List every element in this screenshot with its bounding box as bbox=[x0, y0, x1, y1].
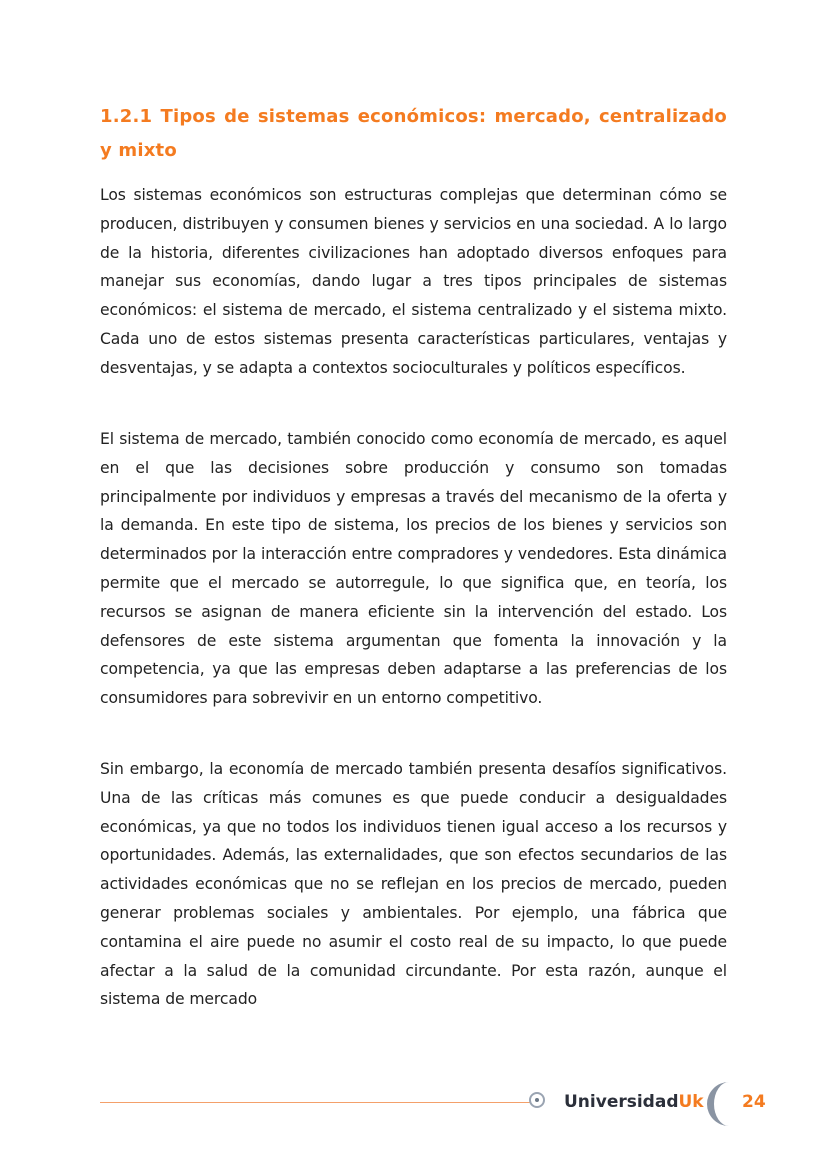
target-icon bbox=[529, 1092, 545, 1108]
crescent-logo-icon bbox=[707, 1080, 731, 1128]
brand-name: Universidad bbox=[564, 1092, 679, 1112]
paragraph-2: El sistema de mercado, también conocido como economía de mercado, es aquel en el que las decisiones sobre producción y consumo son tomadas principalmente por individuos y empresas a través del mecanismo de la oferta y la demanda. En este tipo de sistema, los precios de los bienes y servicios son determinados por la interacción entre compradores y vendedores. Esta dinámica permite que el mercado se autorregule, lo que significa que, en teoría, los recursos se asignan de manera eficiente sin la intervención del estado. Los defensores de este sistema argumentan que fomenta la innovación y la competencia, ya que las empresas deben adaptarse a las preferencias de los consumidores para sobrevivir en un entorno competitivo. bbox=[100, 430, 727, 708]
brand-logo bbox=[564, 1090, 704, 1114]
footer-rule bbox=[100, 1102, 530, 1103]
brand-accent: Uk bbox=[678, 1092, 704, 1112]
paragraph-1: Los sistemas económicos son estructuras complejas que determinan cómo se producen, distribuyen y consumen bienes y servicios en una sociedad. A lo largo de la historia, diferentes civilizaciones han adoptado diversos enfoques para manejar sus economías, dando lugar a tres tipos principales de sistemas económicos: el sistema de mercado, el sistema centralizado y el sistema mixto. Cada uno de estos sistemas presenta características particulares, ventajas y desventajas, y se adapta a contextos socioculturales y políticos específicos. bbox=[100, 186, 727, 377]
section-heading: 1.2.1 Tipos de sistemas económicos: mercado, centralizado y mixto bbox=[100, 106, 727, 161]
paragraph-3: Sin embargo, la economía de mercado también presenta desafíos significativos. Una de las críticas más comunes es que puede conducir a desigualdades económicas, ya que no todos los individuos tienen igual acceso a los recursos y oportunidades. Además, las externalidades, que son efectos secundarios de las actividades económicas que no se reflejan en los precios de mercado, pueden generar problemas sociales y ambientales. Por ejemplo, una fábrica que contamina el aire puede no asumir el costo real de su impacto, lo que puede afectar a la salud de la comunidad circundante. Por esta razón, aunque el sistema de mercado bbox=[100, 760, 727, 1009]
page-number: 24 bbox=[742, 1092, 766, 1112]
